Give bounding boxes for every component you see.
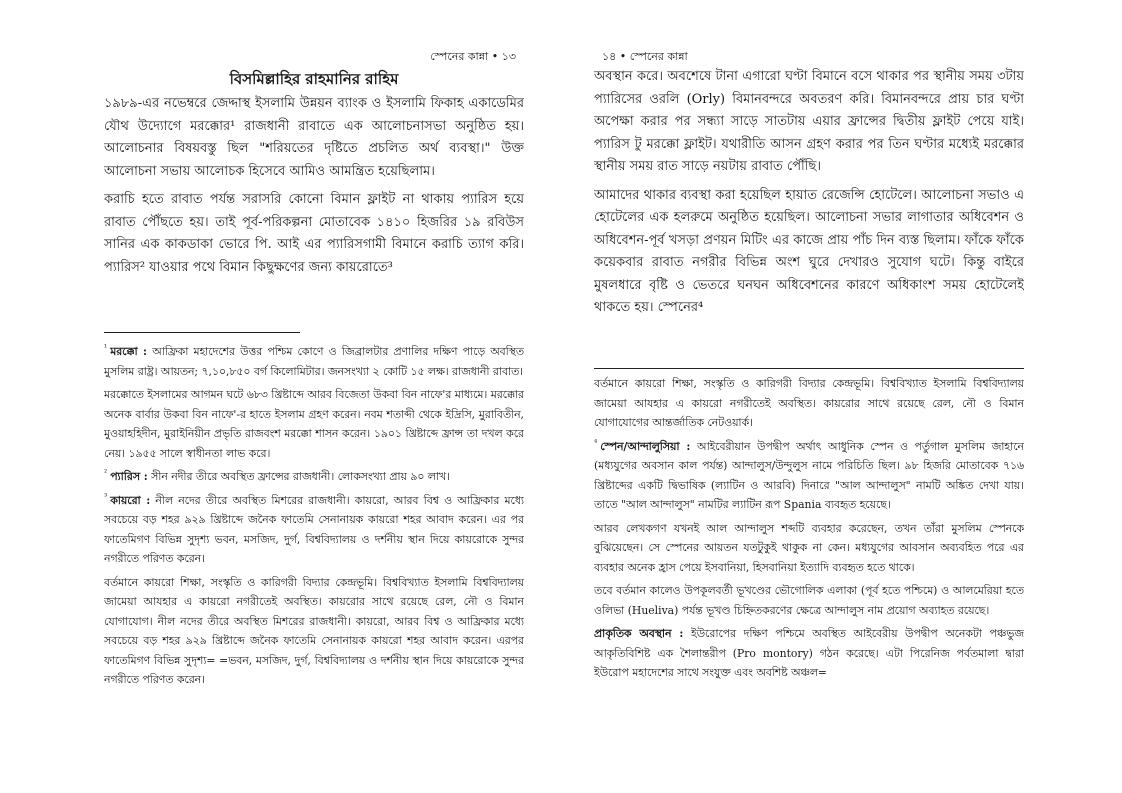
footnote-text: আরব লেখকগণ যখনই আল আন্দালুস শব্দটি ব্যবহার করেছেন, তখন তাঁরা মুসলিম স্পেনকে বুঝিয়েছেন। সে স্পেনের আয়তন যতটুকুই থাকুক না কেন। মধ্যযুগের আবসান অব্যবহিত পরে এর ব্যবহার অনেক হ্রাস পেয়ে ইসবানিয়া, হিসবানিয়া ইত্যাদি ব্যবহৃত হতে থাকে। [594, 521, 1024, 574]
footnote [104, 342, 524, 381]
footnote-mark: ³ [104, 491, 108, 501]
footnote [594, 437, 1024, 515]
footnote-text: আফ্রিকা মহাদেশের উত্তর পশ্চিম কোণে ও জিব্রালটার প্রণালির দক্ষিণ পাড়ে অবস্থিত মুসলিম রাষ্ট্র। আয়তন; ৭,১০,৮৫০ বর্গ কিলোমিটার। জনসংখ্যা ২ কোটি ১৫ লক্ষ। রাজধানী রাবাত। [104, 345, 524, 378]
main-text [104, 68, 524, 285]
footnote [104, 573, 524, 690]
footnote-text: আইবেরীয়ান উপদ্বীপ অর্থাৎ আধুনিক স্পেন ও পর্তুগাল মুসলিম জাহানে (মধ্যযুগের অবসান কাল পর্যন্ত) আন্দালুস/উন্দুলুস নামে পরিচিতি ছিল। ৯৮ হিজরি মোতাবেক ৭১৬ খ্রিষ্টাব্দের একটি দ্বিভাষিক (ল্যাটিন ও আরবি) দিনারে "আল আন্দালুস" নামটি অঙ্কিত দেখা যায়। তাতে "আল আন্দালুস" নামটির ল্যাটিন রূপ Spania ব্যবহৃত হয়েছে। [594, 439, 1024, 511]
footnote-mark: ² [104, 468, 108, 478]
paragraph: করাচি হতে রাবাত পর্যন্ত সরাসরি কোনো বিমান ফ্লাইট না থাকায় প্যারিস হয়ে রাবাত পৌঁছতে হয়। তাই পূর্ব-পরিকল্পনা মোতাবেক ১৪১০ হিজরির ১৯ রবিউস সানির এক কাকডাকা ভোরে পি. আই এর প্যারিসগামী বিমানে করাচি ত্যাগ করি। প্যারিস² যাওয়ার পথে বিমান কিছুক্ষণের জন্য কায়রোতে³ [104, 192, 524, 275]
footnote-text: নীল নদের তীরে অবস্থিত মিশরের রাজধানী। কায়রো, আরব বিশ্ব ও আফ্রিকার মধ্যে সবচেয়ে বড় শহর ৯২৯ খ্রিষ্টাব্দে জনৈক ফাতেমি সেনানায়ক কায়রো শহর আবাদ করেন। এর পর ফাতেমিগণ বিভিন্ন সুদৃশ্য ভবন, মসজিদ, দুর্গ, বিশ্ববিদ্যালয় ও দর্শনীয় স্থান দিয়ে কায়রোকে সুন্দর নগরীতে পরিণত করেন। [104, 493, 524, 565]
footnote-text: ইউরোপের দক্ষিণ পশ্চিমে অবস্থিত আইবেরীয় উপদ্বীপ অনেকটা পঞ্চভুজ আকৃতিবিশিষ্ট এক শৈলান্তরীপ (Pro montory) গঠন করেছে। এটা পিরেনিজ পর্বতমালা দ্বারা ইউরোপ মহাদেশের সাথে সংযুক্ত এবং অবশিষ্ট অঞ্চল= [594, 627, 1024, 679]
main-text [594, 66, 1024, 326]
footnote [594, 581, 1024, 620]
footnote-term: মরক্কো : [110, 345, 148, 358]
footnote-mark: ⁴ [594, 437, 598, 447]
footnotes [594, 374, 1024, 687]
footnote-text: বর্তমানে কায়রো শিক্ষা, সংস্কৃতি ও কারিগরী বিদ্যার কেন্দ্রভূমি। বিশ্ববিখ্যাত ইসলামি বিশ্ববিদ্যালয় জামেয়া আযহার এ কায়রো নগরীতেই অবস্থিত। কায়রোর সাথে রয়েছে রেল, নৌ ও বিমান যোগাযোগ। নীল নদের তীরে অবস্থিত মিশরের রাজধানী। কায়রো, আরব বিশ্ব ও আফ্রিকার মধ্যে সবচেয়ে বড় শহর ৯২৯ খ্রিষ্টাব্দে জনৈক ফাতেমি সেনানায়ক কায়রো শহর আবাদ করেন। এরপর ফাতেমিগণ বিভিন্ন সুদৃশ্য= =ভবন, মসজিদ, দুর্গ, বিশ্ববিদ্যালয় ও দর্শনীয় স্থান দিয়ে কায়রোকে সুন্দর নগরীতে পরিণত করেন। [104, 575, 524, 686]
paragraph: ১৯৮৯-এর নভেম্বরে জেদ্দাস্থ ইসলামি উন্নয়ন ব্যাংক ও ইসলামি ফিকাহ একাডেমির যৌথ উদ্যোগে মরক্কোর¹ রাজধানী রাবাতে এক আলোচনাসভা অনুষ্ঠিত হয়। আলোচনার বিষয়বস্তু ছিল "শরিয়তের দৃষ্টিতে প্রচলিত অর্থ ব্যবস্থা।" উক্ত আলোচনা সভায় আলোচক হিসেবে আমিও আমন্ত্রিত হয়েছিলাম। [104, 96, 524, 179]
footnote-text: সীন নদীর তীরে অবস্থিত ফ্রান্সের রাজধানী। লোকসংখ্যা প্রায় ৯০ লাখ। [147, 470, 450, 483]
page-heading: বিসমিল্লাহির রাহমানির রাহিম [229, 70, 399, 88]
footnote [104, 467, 524, 487]
left-page [104, 0, 524, 793]
footnote [104, 491, 524, 569]
footnote-term: প্যারিস : [110, 470, 148, 483]
footnote-text: মরক্কোতে ইসলামের আগমন ঘটে ৬৮৩ খ্রিষ্টাব্দে আরব বিজেতা উকবা বিন নাফে'র মাধ্যমে। মরক্কোর অনেক বার্বার উকবা বিন নাফে'-র হাতে ইসলাম গ্রহণ করেন। নবম শতাব্দী থেকে ইদ্রিসি, মুরাবিতীন, মুওয়াহহিদীন, মুরাইনিয়ীন প্রভৃতি রাজবংশ মরক্কো শাসন করেন। ১৯০১ খ্রিষ্টাব্দে ফ্রান্স তা দখল করে নেয়। ১৯৫৫ সালে স্বাধীনতা লাভ করে। [104, 388, 524, 460]
footnote-term: প্রাকৃতিক অবস্থান : [594, 627, 684, 640]
footnote-text: বর্তমানে কায়রো শিক্ষা, সংস্কৃতি ও কারিগরী বিদ্যার কেন্দ্রভূমি। বিশ্ববিখ্যাত ইসলামি বিশ্ববিদ্যালয় জামেয়া আযহার এ কায়রো নগরীতেই অবস্থিত। কায়রোর সাথে রয়েছে রেল, নৌ ও বিমান যোগাযোগের আন্তর্জাতিক নেটওয়ার্ক। [594, 377, 1024, 429]
footnote [104, 385, 524, 463]
footnotes [104, 342, 524, 694]
running-head: স্পেনের কান্না • ১৩ [430, 50, 516, 63]
footnote-term: স্পেন/আন্দালুসিয়া : [600, 439, 691, 453]
footnote-rule [104, 332, 300, 333]
footnote [594, 624, 1024, 683]
footnote-mark: ¹ [104, 343, 108, 353]
footnote-text: তবে বর্তমান কালেও উপকূলবর্তী ভূখণ্ডের ভৌগোলিক এলাকা (পূর্ব হতে পশ্চিমে) ও আলমেরিয়া হতে ওলিভা (Hueliva) পর্যন্ত ভূখণ্ড চিহ্নিতকরণের ক্ষেত্রে আন্দালুস নাম প্রয়োগ অব্যাহত রয়েছে। [594, 584, 1024, 617]
footnote [594, 374, 1024, 433]
paragraph: অবস্থান করে। অবশেষে টানা এগারো ঘণ্টা বিমানে বসে থাকার পর স্থানীয় সময় ৩টায় প্যারিসের ওরলি (Orly) বিমানবন্দরে অবতরণ করি। বিমানবন্দরে প্রায় চার ঘণ্টা অপেক্ষা করার পর সন্ধ্যা সাড়ে সাতটায় এয়ার ফ্রান্সের দ্বিতীয় ফ্লাইট পেয়ে যাই। প্যারিস টু মরক্কো ফ্লাইট। যথারীতি আসন গ্রহণ করার পর তিন ঘণ্টার মধ্যেই মরক্কোর স্থানীয় সময় রাত সাড়ে নয়টায় রাবাত পৌঁছি। [594, 69, 1024, 174]
paragraph: আমাদের থাকার ব্যবস্থা করা হয়েছিল হায়াত রেজেন্সি হোটেলে। আলোচনা সভাও এ হোটেলের এক হলরুমে অনুষ্ঠিত হয়েছিল। আলোচনা সভার লাগাতার অধিবেশন ও অধিবেশন-পূর্ব খসড়া প্রণয়ন মিটিং এর কাজে প্রায় পাঁচ দিন ব্যস্ত ছিলাম। ফাঁকে ফাঁকে কয়েকবার রাবাত নগরীর বিভিন্ন অংশ ঘুরে দেখারও সুযোগ ঘটে। কিন্তু বাইরে মুষলধারে বৃষ্টি ও ভেতরে ঘনঘন অধিবেশনের কারণে অধিকাংশ সময় হোটেলেই থাকতে হয়। স্পেনের⁴ [594, 187, 1024, 315]
footnote-term: কায়রো : [110, 493, 151, 507]
right-page [594, 0, 1024, 793]
footnote [594, 519, 1024, 578]
running-head: ১৪ • স্পেনের কান্না [602, 50, 688, 63]
footnote-rule [594, 368, 1024, 369]
